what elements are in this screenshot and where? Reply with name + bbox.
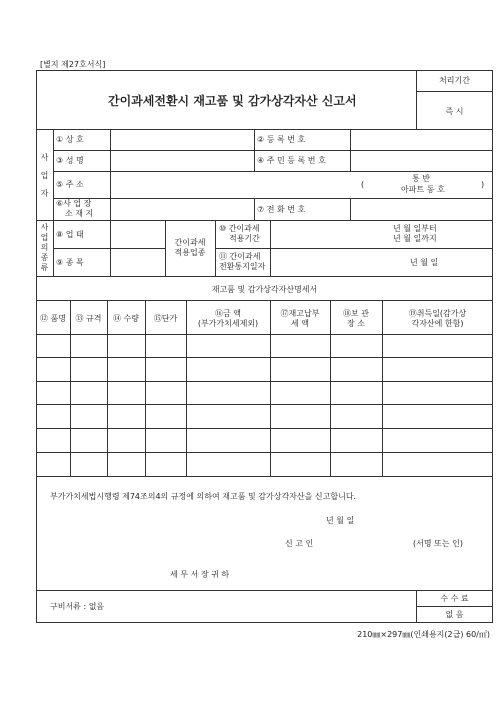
column-amount: ⑯금 액: [215, 309, 241, 318]
fee-label: 수 수 료: [440, 594, 469, 603]
recipient: 세 무 서 장 귀 하: [170, 570, 230, 579]
address-open-paren: (: [361, 180, 365, 189]
column-storage: ⑱보 관: [343, 309, 369, 318]
declaration-statement: 부가가치세법시행령 제74조의4의 규정에 의하여 재고품 및 감가상각자산을 신고합니다.: [50, 492, 357, 501]
signature-note: (서명 또는 인): [413, 539, 463, 548]
table-row: [36, 404, 493, 405]
column-amount-2: (부가가치세제외): [197, 319, 259, 328]
field-label-business-location: ⑥사 업 장: [56, 199, 92, 208]
field-label-business-location-2: 소 재 지: [65, 209, 94, 218]
table-row: [36, 357, 493, 358]
detail-section-title: 재고품 및 감가상각자산명세서: [211, 285, 318, 294]
field-label-address: ⑤ 주 소: [56, 180, 84, 189]
processing-label: 처리기간: [439, 76, 470, 85]
field-label-business-category: ⑧ 업 태: [56, 230, 84, 239]
field-label-business-item: ⑨ 종 목: [56, 258, 84, 267]
address-tong-ban: 통 반: [412, 174, 430, 183]
simple-tax-industry-label-2: 적용업종: [174, 248, 206, 257]
field-label-company-name: ① 상 호: [56, 135, 84, 144]
column-item-name: ⑫ 품명: [40, 314, 66, 323]
notice-date: 년 월 일: [410, 258, 439, 267]
field-label-phone: ⑦ 전 화 번 호: [257, 205, 306, 214]
column-acquisition-date-2: 각자산에 한함): [411, 319, 464, 328]
column-spec: ⑬ 규격: [75, 314, 102, 323]
address-close-paren: ): [481, 180, 485, 189]
processing-value: 즉 시: [445, 107, 464, 116]
field-label-name: ③ 성 명: [56, 156, 84, 165]
field-label-resident-number: ④ 주 민 등 록 번 호: [257, 156, 326, 165]
column-storage-2: 장 소: [347, 319, 365, 328]
table-row: [36, 452, 493, 453]
field-label-simple-tax-period-2: 적용기간: [229, 234, 260, 243]
column-inventory-tax: ⑰재고납부: [280, 309, 320, 318]
simple-tax-industry-label: 간이과세: [174, 238, 206, 247]
form-tag: [별지 제27호서식]: [40, 60, 106, 69]
paper-spec: 210㎜×297㎜(인쇄용지(2급) 60/㎡): [357, 630, 490, 639]
reporter-label: 신 고 인: [285, 539, 314, 548]
column-inventory-tax-2: 세 액: [291, 319, 309, 328]
form-title: 간이과세전환시 재고품 및 감가상각자산 신고서: [108, 94, 357, 108]
attachments: 구비서류 : 없음: [50, 602, 105, 611]
field-label-conversion-notice-2: 전환통지일자: [219, 262, 266, 271]
column-quantity: ⑭ 수량: [113, 314, 139, 323]
column-unit-price: ⑮단가: [153, 314, 178, 323]
field-label-simple-tax-period: ⑩ 간이과세: [219, 224, 260, 233]
address-apartment: 아파트 동 호: [401, 185, 445, 194]
field-label-conversion-notice: ⑪ 간이과세: [219, 252, 261, 261]
sign-date: 년 월 일: [326, 516, 355, 525]
table-row: [36, 381, 493, 382]
fee-value: 없 음: [445, 610, 464, 619]
table-row: [36, 428, 493, 429]
field-label-registration-number: ② 등 록 번 호: [257, 135, 306, 144]
period-from: 년 월 일부터: [393, 224, 437, 233]
period-to: 년 월 일까지: [393, 234, 437, 243]
column-acquisition-date: ⑲취득일(감가상: [408, 309, 467, 318]
